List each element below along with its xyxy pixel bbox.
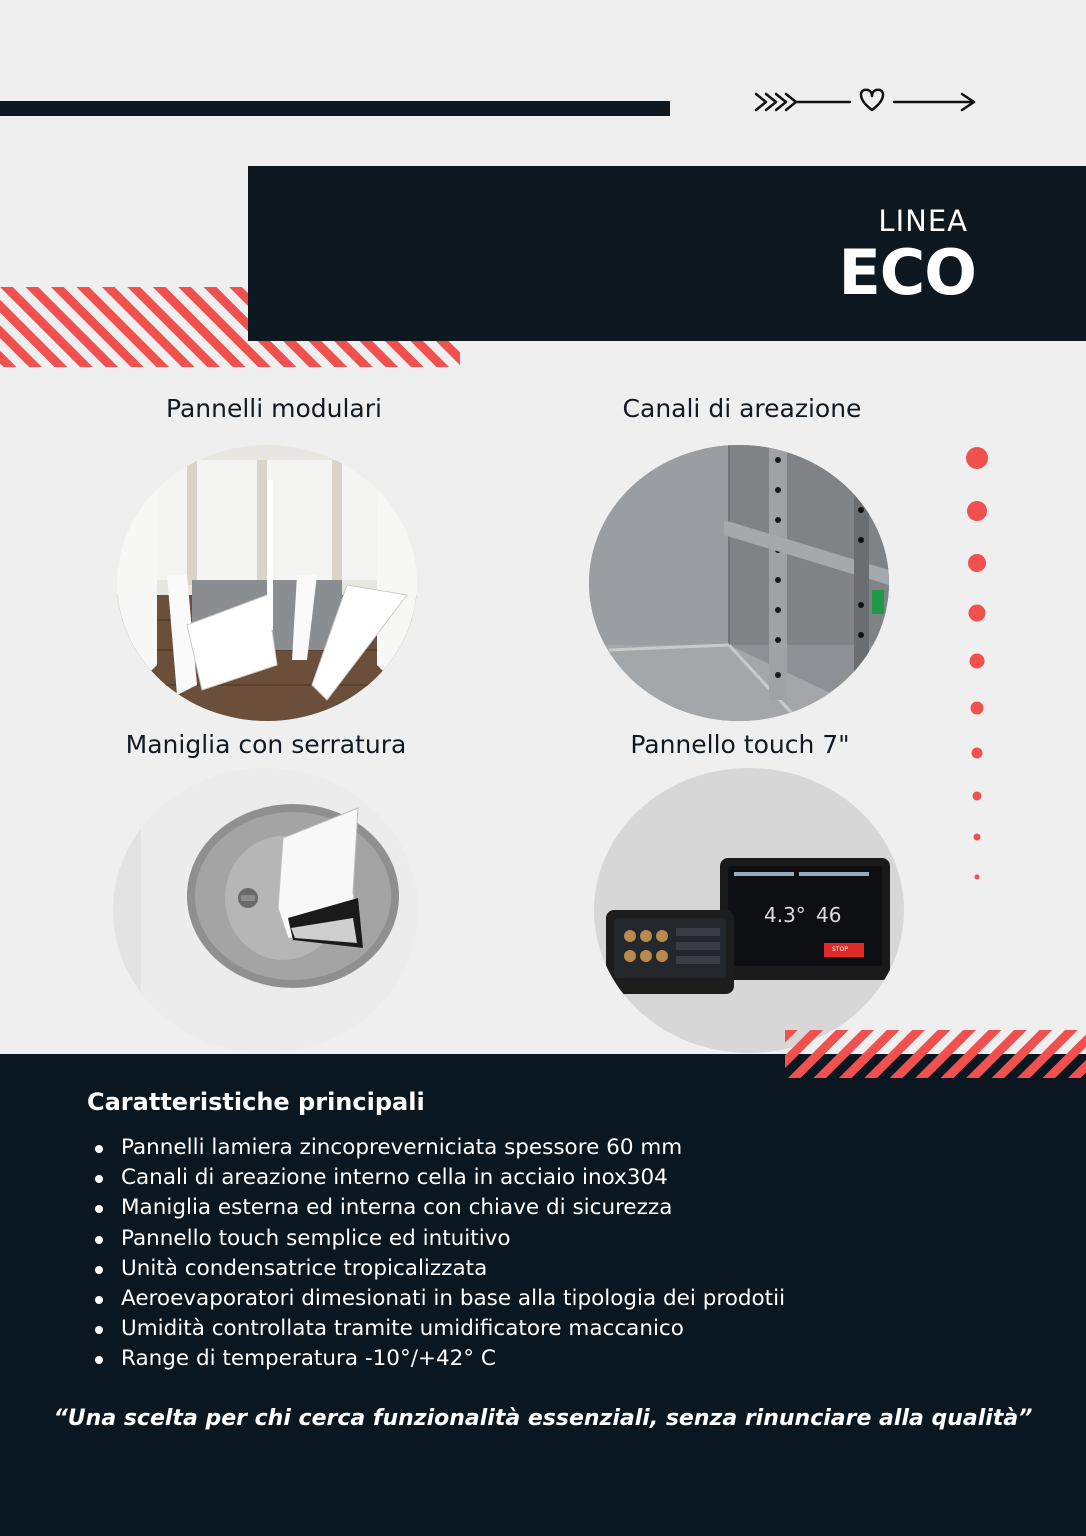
feature-label-modular-panels: Pannelli modulari xyxy=(166,394,382,423)
air-channels-photo xyxy=(589,445,889,721)
diagonal-stripes-decoration xyxy=(785,1030,1086,1078)
feature-label-lock-handle: Maniglia con serratura xyxy=(125,730,407,759)
dot-column-decoration xyxy=(955,445,999,890)
line-label: LINEA xyxy=(878,204,968,238)
list-item: Canali di areazione interno cella in acciaio inox304 xyxy=(95,1163,785,1193)
list-item: Range di temperatura -10°/+42° C xyxy=(95,1344,785,1374)
lock-handle-photo xyxy=(113,768,418,1053)
list-item: Unità condensatrice tropicalizzata xyxy=(95,1254,785,1284)
display-stop-button: STOP xyxy=(832,946,848,953)
list-item: Pannelli lamiera zincopreverniciata spessore 60 mm xyxy=(95,1133,785,1163)
modular-panels-photo xyxy=(117,445,417,721)
closing-quote: “Una scelta per chi cerca funzionalità essenziali, senza rinunciare alla qualità” xyxy=(53,1406,1033,1431)
features-title: Caratteristiche principali xyxy=(87,1088,425,1116)
diagonal-stripes-decoration xyxy=(0,287,460,367)
feature-label-air-channels: Canali di areazione xyxy=(622,394,862,423)
top-divider-bar xyxy=(0,101,670,116)
list-item: Maniglia esterna ed interna con chiave di sicurezza xyxy=(95,1193,785,1223)
list-item: Pannello touch semplice ed intuitivo xyxy=(95,1224,785,1254)
product-name: ECO xyxy=(838,236,976,309)
features-list xyxy=(95,1133,785,1375)
list-item: Umidità controllata tramite umidificatore maccanico xyxy=(95,1314,785,1344)
feature-label-touch-panel: Pannello touch 7" xyxy=(630,730,850,759)
arrow-heart-icon xyxy=(752,84,982,120)
display-humidity: 46 xyxy=(816,903,842,927)
touch-panel-photo xyxy=(594,768,904,1053)
list-item: Aeroevaporatori dimesionati in base alla tipologia dei prodotii xyxy=(95,1284,785,1314)
display-temperature: 4.3° xyxy=(764,903,806,927)
